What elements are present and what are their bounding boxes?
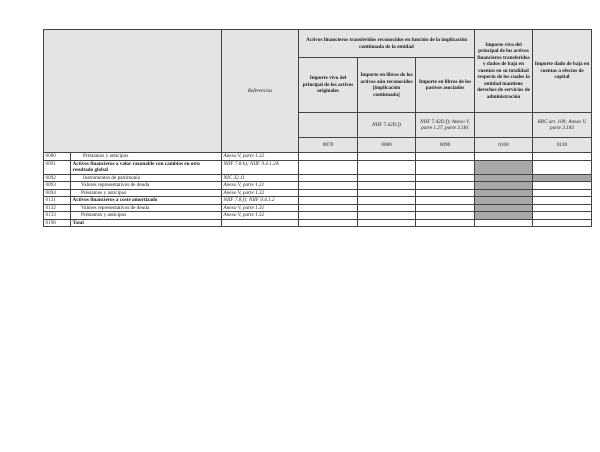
header-col-0110: Importe dado de baja en cuentas a efectos de capital [533,30,592,113]
cell-0070[interactable] [299,189,358,197]
cell-0070[interactable] [299,204,358,212]
row-code: 0190 [44,219,71,227]
row-ref [222,219,299,227]
row-code: 0093 [44,182,71,190]
cell-0110[interactable] [533,197,592,205]
cell-0110[interactable] [533,212,592,220]
header-row-1 [44,30,592,58]
row-ref: Anexo V, parte 1.31 [222,182,299,190]
header-col-0080: Importe en libros de los activos aún reconocidos [implicación continuada] [358,58,416,113]
cell-0090[interactable] [416,182,475,190]
row-ref: Anexo V, parte 1.31 [222,204,299,212]
cell-0110[interactable] [533,189,592,197]
row-code: 0131 [44,197,71,205]
code-col-0100: 0100 [475,138,533,153]
cell-0110[interactable] [533,182,592,190]
cell-0090[interactable] [416,212,475,220]
cell-0090[interactable] [416,174,475,182]
row-label: Valores representativos de deuda [71,182,222,190]
cell-0070[interactable] [299,219,358,227]
row-label: Préstamos y anticipos [71,212,222,220]
table-row [44,174,592,182]
cell-0110[interactable] [533,160,592,174]
cell-0100[interactable] [475,219,533,227]
header-referencias: Referencias [222,30,299,153]
cell-0100-greyed [475,204,533,212]
transferred-assets-table [43,29,592,227]
code-col-0090: 0090 [416,138,475,153]
code-col-0080: 0080 [358,138,416,153]
table-row [44,212,592,220]
cell-0080[interactable] [358,204,416,212]
row-label: Activos financieros a coste amortizado [71,197,222,205]
header-group-title: Activos financieros transferidos reconocidos en función de la implicación continuada de la entidad [299,30,475,58]
table-row [44,197,592,205]
cell-0110-greyed [533,174,592,182]
cell-0090[interactable] [416,219,475,227]
row-ref: Anexo V, parte 1.32 [222,212,299,220]
cell-0080[interactable] [358,160,416,174]
row-ref: NIC 32.11 [222,174,299,182]
row-label: Valores representativos de deuda [71,204,222,212]
row-label: Instrumentos de patrimonio [71,174,222,182]
table-row [44,160,592,174]
cell-0080[interactable] [358,197,416,205]
cell-0080[interactable] [358,189,416,197]
cell-0090[interactable] [416,189,475,197]
table-row [44,153,592,161]
cell-0100-greyed [475,212,533,220]
cell-0080[interactable] [358,174,416,182]
cell-0110[interactable] [533,219,592,227]
cell-0110[interactable] [533,153,592,161]
row-ref: Anexo V, parte 1.32 [222,153,299,161]
cell-0080[interactable] [358,153,416,161]
cell-0100-greyed [475,182,533,190]
ref-col-0070 [299,113,358,138]
row-code: 0080 [44,153,71,161]
row-ref: NIIF 7.8.h); NIIF 9.4.1.2A [222,160,299,174]
row-code: 0092 [44,174,71,182]
header-col-0090: Importe en libros de los pasivos asociados [416,58,475,113]
table-row-total [44,219,592,227]
row-code: 0094 [44,189,71,197]
cell-0090[interactable] [416,204,475,212]
cell-0090[interactable] [416,160,475,174]
ref-col-0080: NIIF 7.42D.f) [358,113,416,138]
cell-0070[interactable] [299,182,358,190]
row-code: 0132 [44,204,71,212]
header-col-0070: Importe vivo del principal de los activos originales [299,58,358,113]
cell-0070[interactable] [299,197,358,205]
ref-col-0110: RRC art. 109; Anexo V, parte 3.183 [533,113,592,138]
cell-0090[interactable] [416,153,475,161]
cell-0100-greyed [475,197,533,205]
cell-0070[interactable] [299,212,358,220]
row-code: 0133 [44,212,71,220]
row-label: Total [71,219,222,227]
table-row [44,204,592,212]
table-row [44,189,592,197]
code-col-0110: 0110 [533,138,592,153]
cell-0080[interactable] [358,182,416,190]
row-label: Activos financieros a valor razonable con cambios en otro resultado global [71,160,222,174]
cell-0080[interactable] [358,219,416,227]
cell-0100[interactable] [475,153,533,161]
row-ref: Anexo V, parte 1.32 [222,189,299,197]
cell-0080[interactable] [358,212,416,220]
cell-0070[interactable] [299,174,358,182]
row-ref: NIIF 7.8.f); NIIF 9.4.1.2 [222,197,299,205]
cell-0100-greyed [475,174,533,182]
code-col-0070: 0070 [299,138,358,153]
header-corner [44,30,222,153]
row-label: Préstamos y anticipos [71,153,222,161]
cell-0110[interactable] [533,204,592,212]
ref-col-0090: NIIF 7.42D.f); Anexo V, parte 1.27, parte 3.181 [416,113,475,138]
row-code: 0091 [44,160,71,174]
row-label: Préstamos y anticipos [71,189,222,197]
header-col-0100: Importe vivo del principal de los activos financieros transferidos y dados de baja en cuentas en su totalidad respecto de los cuales la entidad mantiene derechos de servicios de administración [475,30,533,113]
cell-0100-greyed [475,160,533,174]
cell-0070[interactable] [299,153,358,161]
cell-0100-greyed [475,189,533,197]
ref-col-0100 [475,113,533,138]
cell-0090[interactable] [416,197,475,205]
table-row [44,182,592,190]
cell-0070[interactable] [299,160,358,174]
